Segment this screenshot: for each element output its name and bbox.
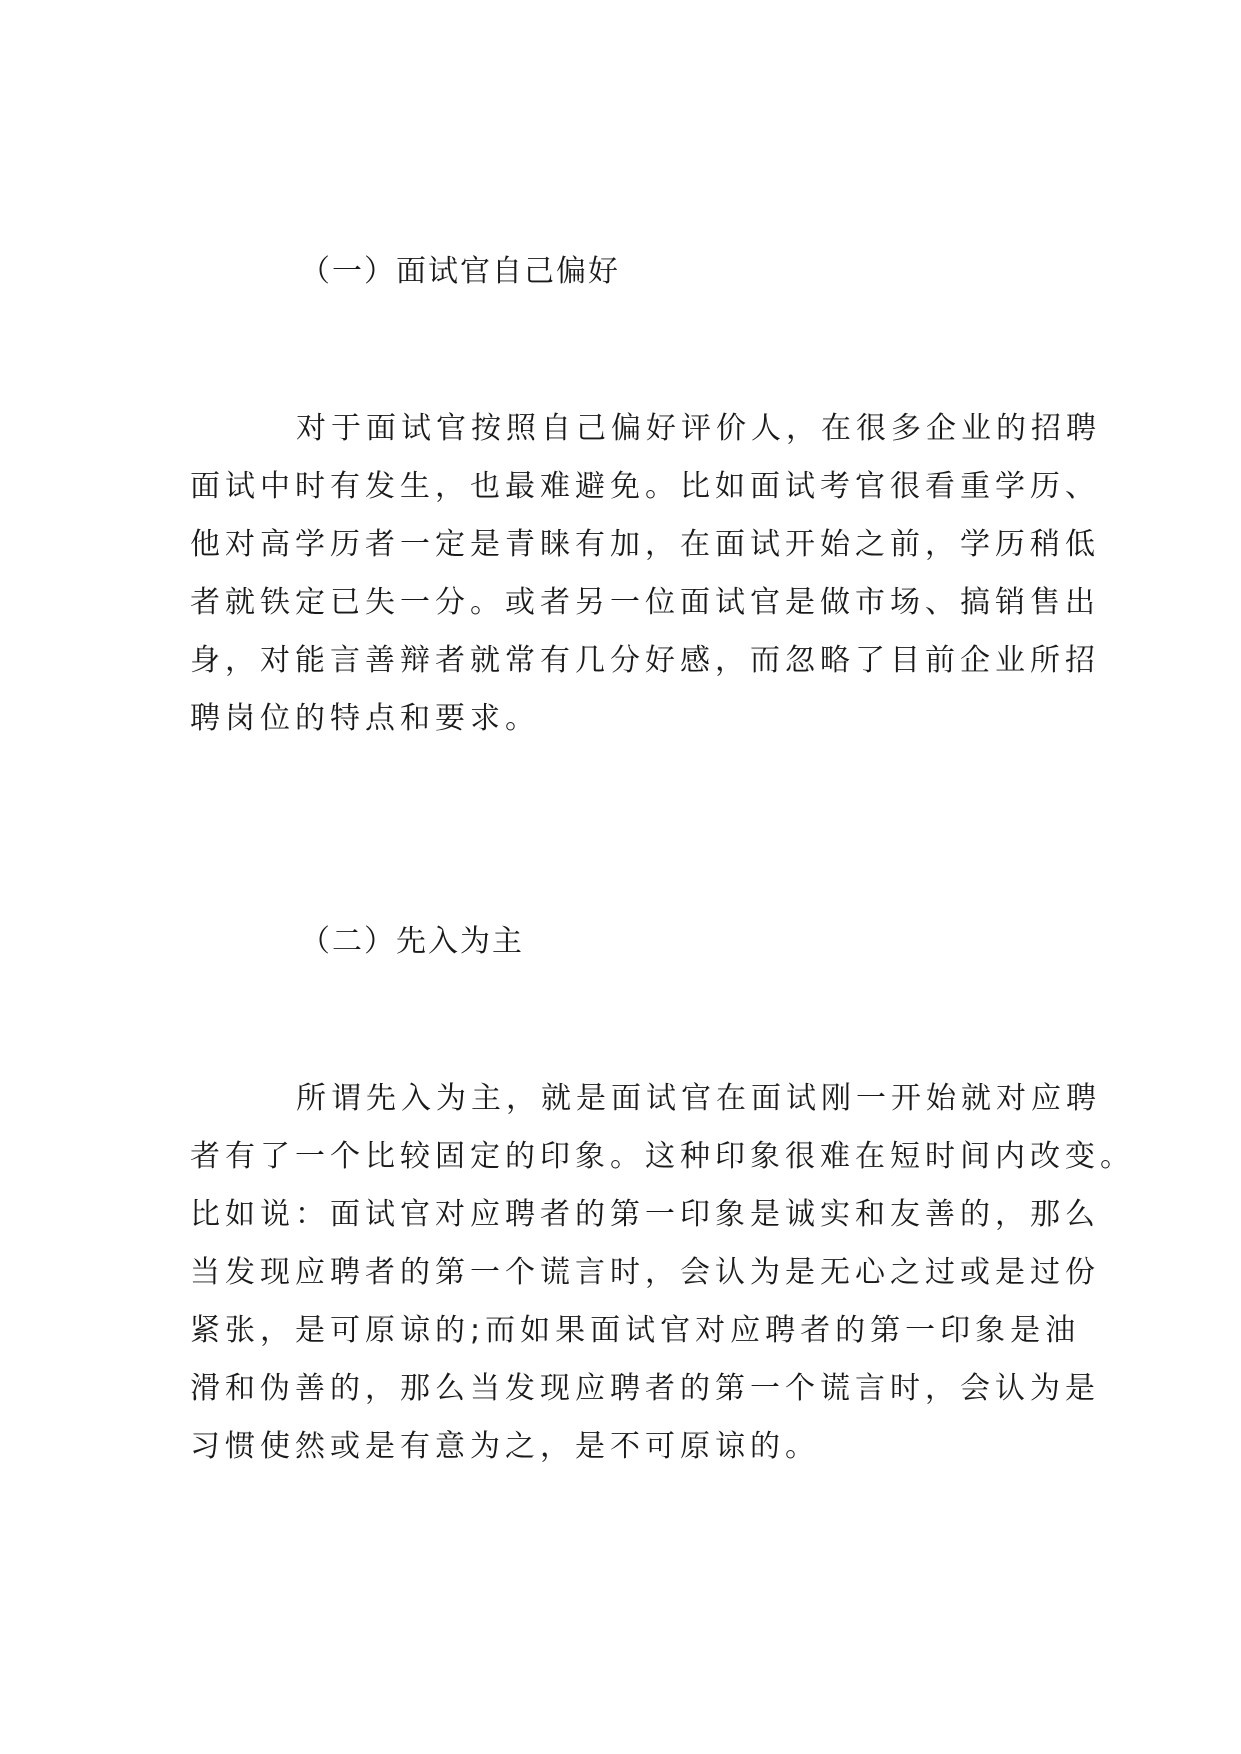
paragraph-line: 当发现应聘者的第一个谎言时，会认为是无心之过或是过份 [190, 1255, 1100, 1290]
paragraph-line: 对于面试官按照自己偏好评价人，在很多企业的招聘 [296, 411, 1101, 446]
section-paragraph-2 [190, 1070, 1135, 1476]
paragraph-line: 聘岗位的特点和要求。 [190, 701, 540, 736]
paragraph-line: 习惯使然或是有意为之，是不可原谅的。 [190, 1429, 820, 1464]
paragraph-line: 者有了一个比较固定的印象。这种印象很难在短时间内改变。 [190, 1139, 1135, 1174]
paragraph-line: 身，对能言善辩者就常有几分好感，而忽略了目前企业所招 [190, 643, 1100, 678]
paragraph-line: 滑和伪善的，那么当发现应聘者的第一个谎言时，会认为是 [190, 1371, 1100, 1406]
paragraph-line: 者就铁定已失一分。或者另一位面试官是做市场、搞销售出 [190, 585, 1100, 620]
section-paragraph-1 [190, 400, 1101, 748]
section-heading-1: （一）面试官自己偏好 [300, 254, 620, 289]
paragraph-line: 比如说：面试官对应聘者的第一印象是诚实和友善的，那么 [190, 1197, 1100, 1232]
section-heading-2: （二）先入为主 [300, 924, 524, 959]
paragraph-line: 他对高学历者一定是青睐有加，在面试开始之前，学历稍低 [190, 527, 1100, 562]
paragraph-line: 面试中时有发生，也最难避免。比如面试考官很看重学历、 [190, 469, 1100, 504]
paragraph-line: 紧张，是可原谅的;而如果面试官对应聘者的第一印象是油 [190, 1313, 1081, 1348]
paragraph-line: 所谓先入为主，就是面试官在面试刚一开始就对应聘 [296, 1081, 1101, 1116]
